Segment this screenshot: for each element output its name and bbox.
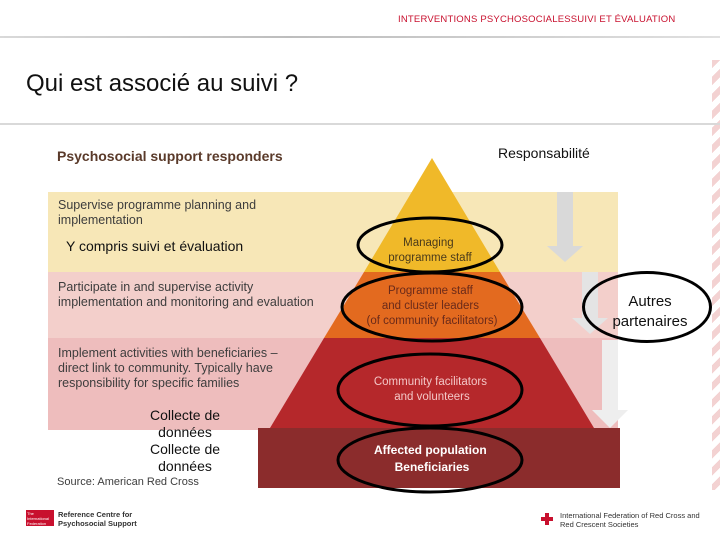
band-text-supervision: Participate in and supervise activity implementation and monitoring and evaluation — [58, 280, 314, 309]
red-cross-icon — [540, 512, 554, 526]
tier-4-label: Affected population Beneficiaries — [373, 443, 487, 474]
band-text-planning: Supervise programme planning and implementation — [58, 198, 257, 227]
tier-4-shape — [258, 428, 620, 488]
annotation-collecte-1: Collecte de données — [149, 407, 221, 440]
footer-left-text: Reference Centre for Psychosocial Support — [58, 510, 137, 528]
tier-2-label: Programme staff and cluster leaders (of community facilitators) — [366, 285, 498, 327]
band-text-implementation: Implement activities with beneficiaries – direct link to community. Typically have responsibility for specific families — [58, 346, 278, 390]
annotation-responsabilite: Responsabilité — [498, 145, 590, 161]
chart-title: Psychosocial support responders — [57, 148, 283, 164]
annotation-y-compris: Y compris suivi et évaluation — [66, 238, 244, 254]
annotation-collecte — [130, 407, 240, 475]
tier-3-label: Community facilitators and volunteers — [373, 376, 487, 403]
chart-source: Source: American Red Cross — [57, 476, 199, 488]
annotation-autres-partenaires: Autres partenaires — [612, 293, 688, 330]
slide-title: Qui est associé au suivi ? — [26, 70, 299, 97]
annotation-collecte-2: Collecte de données — [149, 441, 221, 474]
header-title: INTERVENTIONS PSYCHOSOCIALESSUIVI ET ÉVALUATION — [398, 14, 676, 25]
footer-right-text: International Federation of Red Cross and Red Crescent Societies — [560, 511, 700, 529]
reference-centre-logo-text: The International Federation — [27, 511, 50, 526]
tier-1-label: Managing programme staff — [388, 237, 472, 264]
reference-centre-logo — [26, 510, 54, 526]
